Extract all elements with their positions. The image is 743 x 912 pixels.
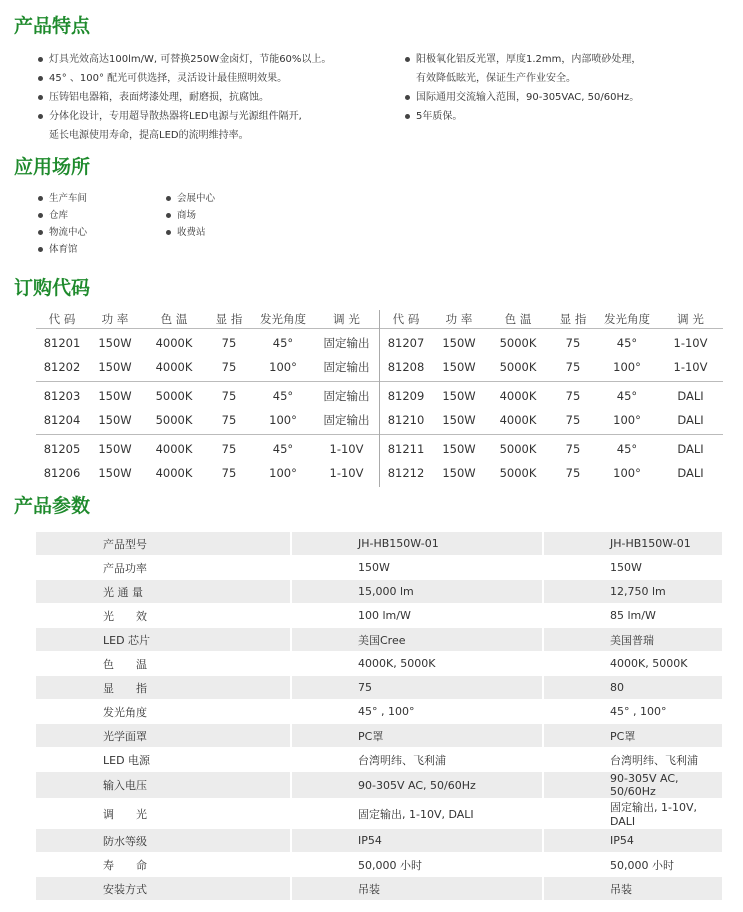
feature-item: 5年质保。 <box>403 107 641 126</box>
table-row <box>36 853 722 877</box>
table-row <box>36 829 722 853</box>
feature-item: 阳极氧化铝反光罩，厚度1.2mm，内部喷砂处理， <box>403 50 641 69</box>
cell-beam-angle: 100° <box>613 413 641 427</box>
param-value-model1: 150W <box>291 556 543 580</box>
cell-cct: 5000K <box>155 413 193 427</box>
param-value-model1: PC罩 <box>291 724 543 748</box>
cell-cri: 75 <box>565 336 581 350</box>
table-row <box>36 384 379 408</box>
application-item: 生产车间 <box>36 190 87 207</box>
param-label: 发光角度 <box>36 700 291 724</box>
bullet-icon <box>38 230 43 235</box>
table-row <box>36 628 722 652</box>
param-label: LED 芯片 <box>36 628 291 652</box>
bullet-icon <box>38 76 43 81</box>
cell-beam-angle: 45° <box>616 442 638 456</box>
params-title: 产品参数 <box>14 495 91 517</box>
cell-beam-angle: 45° <box>272 442 294 456</box>
param-value-model2: 85 lm/W <box>543 604 722 628</box>
cell-beam-angle: 45° <box>616 336 638 350</box>
table-row <box>380 384 723 408</box>
cell-power: 150W <box>98 442 132 456</box>
param-value-model2: 固定输出, 1-10V, DALI <box>543 799 722 829</box>
param-label: 产品功率 <box>36 556 291 580</box>
cell-cct: 4000K <box>155 336 193 350</box>
param-label: 产品型号 <box>36 532 291 556</box>
param-value-model2: 80 <box>543 676 722 700</box>
header-cct: 色 温 <box>160 312 188 326</box>
cell-cri: 75 <box>221 442 237 456</box>
feature-item-continuation: 有效降低眩光，保证生产作业安全。 <box>416 73 576 84</box>
application-item: 收费站 <box>164 224 215 241</box>
order-header-row <box>36 310 379 328</box>
table-row <box>36 748 722 772</box>
order-code-table <box>36 310 722 487</box>
application-item: 商场 <box>164 207 215 224</box>
param-value-model1: 90-305V AC, 50/60Hz <box>291 772 543 799</box>
cell-code: 81206 <box>43 466 81 480</box>
param-label: LED 电源 <box>36 748 291 772</box>
cell-cri: 75 <box>565 389 581 403</box>
bullet-icon <box>166 230 171 235</box>
order-row-group <box>36 328 379 381</box>
bullet-icon <box>38 196 43 201</box>
order-table-right <box>380 310 723 487</box>
param-value-model1: 吊装 <box>291 877 543 901</box>
bullet-icon <box>166 196 171 201</box>
param-label: 色 温 <box>36 652 291 676</box>
param-value-model1: 45° , 100° <box>291 700 543 724</box>
cell-cct: 4000K <box>155 466 193 480</box>
cell-beam-angle: 100° <box>269 360 297 374</box>
param-value-model1: 4000K, 5000K <box>291 652 543 676</box>
cell-dimming: 1-10V <box>329 466 364 480</box>
cell-cct: 4000K <box>499 389 537 403</box>
feature-item: 灯具光效高达100lm/W, 可替换250W金卤灯，节能60%以上。 <box>36 50 331 69</box>
param-label: 调 光 <box>36 799 291 829</box>
header-cri: 显 指 <box>559 312 587 326</box>
cell-cct: 4000K <box>155 442 193 456</box>
param-value-model2: 4000K, 5000K <box>543 652 722 676</box>
table-row <box>36 437 379 461</box>
table-row <box>36 652 722 676</box>
header-dimming: 调 光 <box>333 312 360 326</box>
cell-power: 150W <box>98 466 132 480</box>
cell-code: 81203 <box>43 389 81 403</box>
cell-cri: 75 <box>221 336 237 350</box>
cell-cri: 75 <box>221 413 237 427</box>
cell-dimming: 1-10V <box>673 360 708 374</box>
order-table-left <box>36 310 380 487</box>
param-value-model1: 固定输出, 1-10V, DALI <box>291 799 543 829</box>
cell-power: 150W <box>442 389 476 403</box>
cell-power: 150W <box>442 360 476 374</box>
header-code: 代 码 <box>48 312 76 326</box>
table-row <box>36 799 722 829</box>
cell-cri: 75 <box>565 466 581 480</box>
cell-dimming: 固定输出 <box>323 360 370 374</box>
table-row <box>36 724 722 748</box>
cell-cct: 4000K <box>155 360 193 374</box>
table-row <box>36 676 722 700</box>
application-item: 物流中心 <box>36 224 87 241</box>
bullet-icon <box>38 95 43 100</box>
cell-cri: 75 <box>221 389 237 403</box>
cell-dimming: 固定输出 <box>323 336 370 350</box>
bullet-icon <box>38 114 43 119</box>
param-label: 光学面罩 <box>36 724 291 748</box>
bullet-icon <box>38 247 43 252</box>
table-row <box>36 556 722 580</box>
param-value-model1: 100 lm/W <box>291 604 543 628</box>
feature-item: 压铸铝电器箱，表面烤漆处理，耐磨损，抗腐蚀。 <box>36 88 331 107</box>
bullet-icon <box>166 213 171 218</box>
cell-dimming: DALI <box>677 413 704 427</box>
table-row <box>380 437 723 461</box>
table-row <box>380 331 723 355</box>
cell-code: 81202 <box>43 360 81 374</box>
applications-list-col1 <box>36 190 87 258</box>
cell-code: 81211 <box>387 442 425 456</box>
cell-code: 81208 <box>387 360 425 374</box>
feature-item-continuation: 延长电源使用寿命，提高LED的流明维持率。 <box>49 130 249 141</box>
order-header-row <box>380 310 723 328</box>
cell-cct: 5000K <box>499 336 537 350</box>
bullet-icon <box>38 57 43 62</box>
param-label: 寿 命 <box>36 853 291 877</box>
cell-dimming: DALI <box>677 442 704 456</box>
header-beam-angle: 发光角度 <box>604 312 650 326</box>
param-value-model2: 50,000 小时 <box>543 853 722 877</box>
cell-power: 150W <box>442 442 476 456</box>
cell-beam-angle: 100° <box>269 466 297 480</box>
param-value-model2: IP54 <box>543 829 722 853</box>
order-row-group <box>380 381 723 434</box>
feature-item: 分体化设计，专用超导散热器将LED电源与光源组件隔开, <box>36 107 331 126</box>
header-dimming: 调 光 <box>677 312 704 326</box>
order-row-group <box>36 434 379 487</box>
cell-beam-angle: 100° <box>269 413 297 427</box>
table-row <box>36 772 722 799</box>
cell-dimming: 1-10V <box>673 336 708 350</box>
table-row <box>36 877 722 901</box>
order-row-group <box>380 328 723 381</box>
header-code: 代 码 <box>392 312 420 326</box>
cell-power: 150W <box>442 466 476 480</box>
cell-beam-angle: 45° <box>272 336 294 350</box>
table-row <box>36 355 379 379</box>
cell-cct: 5000K <box>499 360 537 374</box>
cell-code: 81204 <box>43 413 81 427</box>
application-item: 体育馆 <box>36 241 87 258</box>
cell-code: 81201 <box>43 336 81 350</box>
features-title: 产品特点 <box>14 15 91 37</box>
table-row <box>380 408 723 432</box>
cell-power: 150W <box>442 413 476 427</box>
param-value-model1: 15,000 lm <box>291 580 543 604</box>
param-label: 防水等级 <box>36 829 291 853</box>
feature-item: 45° 、100° 配光可供选择，灵活设计最佳照明效果。 <box>36 69 331 88</box>
order-title: 订购代码 <box>14 277 91 299</box>
cell-dimming: DALI <box>677 466 704 480</box>
cell-power: 150W <box>442 336 476 350</box>
cell-beam-angle: 100° <box>613 466 641 480</box>
param-value-model1: IP54 <box>291 829 543 853</box>
param-value-model1: 美国Cree <box>291 628 543 652</box>
header-power: 功 率 <box>101 312 129 326</box>
param-label: 安装方式 <box>36 877 291 901</box>
header-beam-angle: 发光角度 <box>260 312 306 326</box>
param-label: 输入电压 <box>36 772 291 799</box>
cell-code: 81205 <box>43 442 81 456</box>
cell-code: 81209 <box>387 389 425 403</box>
table-row <box>36 461 379 485</box>
param-value-model2: JH-HB150W-01 <box>543 532 722 556</box>
header-cri: 显 指 <box>215 312 243 326</box>
order-row-group <box>36 381 379 434</box>
param-value-model2: 吊装 <box>543 877 722 901</box>
param-label: 光 通 量 <box>36 580 291 604</box>
table-row <box>380 461 723 485</box>
cell-power: 150W <box>98 389 132 403</box>
cell-cri: 75 <box>221 466 237 480</box>
param-value-model2: 150W <box>543 556 722 580</box>
cell-cri: 75 <box>221 360 237 374</box>
cell-cri: 75 <box>565 442 581 456</box>
features-list-right <box>403 50 641 126</box>
bullet-icon <box>405 114 410 119</box>
cell-cct: 4000K <box>499 413 537 427</box>
applications-list-col2 <box>164 190 215 241</box>
param-value-model2: 12,750 lm <box>543 580 722 604</box>
param-value-model1: 台湾明纬、飞利浦 <box>291 748 543 772</box>
cell-cct: 5000K <box>499 466 537 480</box>
cell-cct: 5000K <box>499 442 537 456</box>
cell-beam-angle: 45° <box>272 389 294 403</box>
param-value-model2: PC罩 <box>543 724 722 748</box>
cell-code: 81210 <box>387 413 425 427</box>
table-row <box>36 408 379 432</box>
cell-beam-angle: 100° <box>613 360 641 374</box>
param-value-model2: 90-305V AC, 50/60Hz <box>543 772 722 799</box>
param-value-model1: 50,000 小时 <box>291 853 543 877</box>
param-value-model1: JH-HB150W-01 <box>291 532 543 556</box>
table-row <box>36 331 379 355</box>
param-value-model2: 美国普瑞 <box>543 628 722 652</box>
bullet-icon <box>405 95 410 100</box>
cell-dimming: 固定输出 <box>323 413 370 427</box>
feature-item: 国际通用交流输入范围，90-305VAC, 50/60Hz。 <box>403 88 641 107</box>
cell-cct: 5000K <box>155 389 193 403</box>
table-row <box>380 355 723 379</box>
product-params-table <box>36 532 722 901</box>
bullet-icon <box>405 57 410 62</box>
features-list-left <box>36 50 331 145</box>
cell-code: 81212 <box>387 466 425 480</box>
table-row <box>36 604 722 628</box>
cell-cri: 75 <box>565 413 581 427</box>
cell-code: 81207 <box>387 336 425 350</box>
applications-title: 应用场所 <box>14 156 91 178</box>
cell-power: 150W <box>98 336 132 350</box>
header-power: 功 率 <box>445 312 473 326</box>
cell-dimming: DALI <box>677 389 704 403</box>
cell-power: 150W <box>98 360 132 374</box>
param-value-model2: 45° , 100° <box>543 700 722 724</box>
cell-beam-angle: 45° <box>616 389 638 403</box>
param-label: 光 效 <box>36 604 291 628</box>
cell-cri: 75 <box>565 360 581 374</box>
cell-dimming: 固定输出 <box>323 389 370 403</box>
cell-dimming: 1-10V <box>329 442 364 456</box>
table-row <box>36 580 722 604</box>
header-cct: 色 温 <box>504 312 532 326</box>
order-row-group <box>380 434 723 487</box>
cell-power: 150W <box>98 413 132 427</box>
application-item: 会展中心 <box>164 190 215 207</box>
table-row <box>36 700 722 724</box>
param-label: 显 指 <box>36 676 291 700</box>
application-item: 仓库 <box>36 207 87 224</box>
param-value-model1: 75 <box>291 676 543 700</box>
param-value-model2: 台湾明纬、飞利浦 <box>543 748 722 772</box>
table-row <box>36 532 722 556</box>
bullet-icon <box>38 213 43 218</box>
